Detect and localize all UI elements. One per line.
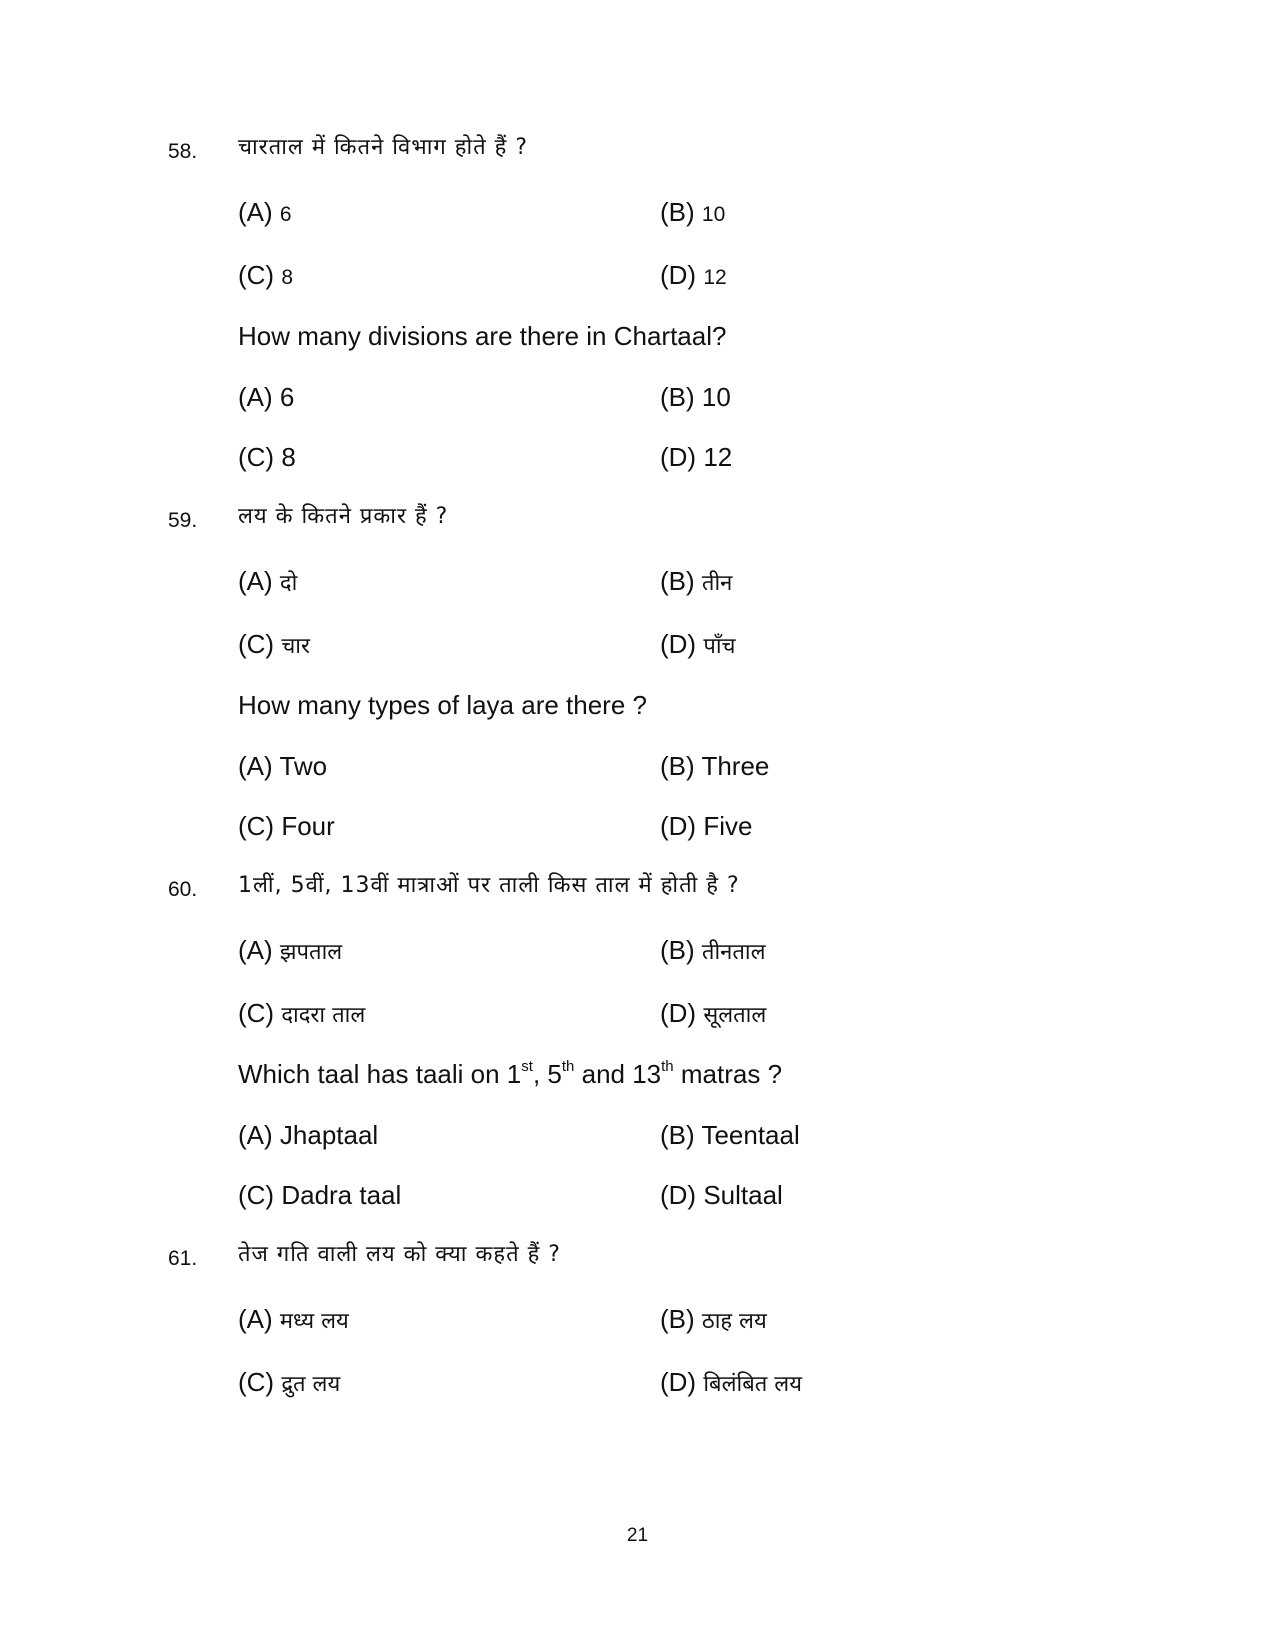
option-label: (A) xyxy=(238,1304,273,1334)
option-b xyxy=(660,750,769,782)
option-label: (B) xyxy=(660,1304,695,1334)
ordinal-suffix: th xyxy=(661,1058,674,1075)
option-value: 8 xyxy=(281,266,294,289)
option-label: (B) xyxy=(660,382,695,412)
option-b xyxy=(660,565,732,600)
ordinal-suffix: th xyxy=(561,1058,575,1075)
option-b xyxy=(660,1119,800,1151)
question-text-english: How many divisions are there in Chartaal? xyxy=(238,321,727,351)
option-value: 10 xyxy=(701,382,731,412)
option-c xyxy=(238,997,365,1032)
option-value: 12 xyxy=(703,442,733,472)
option-label: (A) xyxy=(238,751,273,781)
option-label: (A) xyxy=(238,935,273,965)
option-label: (D) xyxy=(660,998,697,1028)
option-c xyxy=(238,1366,340,1401)
question-text-part: and 13 xyxy=(574,1059,662,1089)
option-b xyxy=(660,381,731,413)
option-label: (B) xyxy=(660,566,695,596)
option-a xyxy=(238,1303,349,1338)
question-number: 59. xyxy=(168,509,198,532)
option-label: (D) xyxy=(660,260,697,290)
option-label: (C) xyxy=(238,260,275,290)
option-value: दादरा ताल xyxy=(281,1003,366,1028)
option-value: द्रुत लय xyxy=(281,1372,341,1397)
question-text-part: matras ? xyxy=(673,1059,783,1089)
question-text-english xyxy=(238,1058,782,1090)
option-value: Sultaal xyxy=(703,1180,783,1210)
option-label: (C) xyxy=(238,998,275,1028)
option-value: 8 xyxy=(281,442,296,472)
option-value: Four xyxy=(281,811,335,841)
option-value: Three xyxy=(701,751,770,781)
option-c xyxy=(238,441,296,473)
option-d xyxy=(660,441,732,473)
option-a xyxy=(238,1119,378,1151)
option-label: (A) xyxy=(238,197,273,227)
option-label: (D) xyxy=(660,442,697,472)
option-label: (C) xyxy=(238,442,275,472)
option-value: 12 xyxy=(703,266,727,289)
option-a xyxy=(238,381,294,413)
option-c xyxy=(238,259,293,294)
option-label: (C) xyxy=(238,1367,275,1397)
option-value: मध्य लय xyxy=(279,1309,349,1334)
option-label: (C) xyxy=(238,811,275,841)
question-text-part: , 5 xyxy=(532,1059,562,1089)
option-label: (A) xyxy=(238,382,273,412)
option-value: दो xyxy=(279,571,298,596)
option-label: (A) xyxy=(238,566,273,596)
question-number: 58. xyxy=(168,140,198,163)
option-value: 6 xyxy=(279,203,292,226)
option-value: बिलंबित लय xyxy=(703,1372,802,1397)
option-label: (D) xyxy=(660,629,697,659)
option-value: Five xyxy=(703,811,753,841)
option-value: 6 xyxy=(279,382,295,412)
option-d xyxy=(660,1366,802,1401)
option-value: Jhaptaal xyxy=(279,1120,379,1150)
option-label: (C) xyxy=(238,629,275,659)
question-text-hindi: चारताल में कितने विभाग होते हैं ? xyxy=(238,135,529,160)
question-text-hindi: लय के कितने प्रकार हैं ? xyxy=(238,504,449,529)
option-label: (A) xyxy=(238,1120,273,1150)
option-label: (B) xyxy=(660,197,695,227)
option-d xyxy=(660,810,752,842)
option-label: (D) xyxy=(660,1367,697,1397)
option-b xyxy=(660,1303,767,1338)
option-value: तीनताल xyxy=(701,940,766,965)
question-text-part: Which taal has taali on 1 xyxy=(238,1059,522,1089)
option-value: Two xyxy=(279,751,328,781)
option-a xyxy=(238,750,327,782)
question-text-hindi: तेज गति वाली लय को क्या कहते हैं ? xyxy=(238,1242,561,1267)
option-b xyxy=(660,934,766,969)
option-c xyxy=(238,1179,401,1211)
option-a xyxy=(238,934,342,969)
option-c xyxy=(238,810,335,842)
option-value: सूलताल xyxy=(703,1003,767,1028)
option-d xyxy=(660,259,727,294)
option-label: (D) xyxy=(660,811,697,841)
question-text-english: How many types of laya are there ? xyxy=(238,690,647,720)
option-value: Dadra taal xyxy=(281,1180,402,1210)
option-label: (B) xyxy=(660,1120,695,1150)
option-a xyxy=(238,196,292,231)
question-number: 60. xyxy=(168,878,198,901)
page-number: 21 xyxy=(626,1525,649,1546)
option-d xyxy=(660,1179,783,1211)
question-number: 61. xyxy=(168,1247,198,1270)
option-label: (D) xyxy=(660,1180,697,1210)
option-value: ठाह लय xyxy=(701,1309,767,1334)
option-c xyxy=(238,628,310,663)
ordinal-suffix: st xyxy=(521,1058,533,1075)
option-label: (C) xyxy=(238,1180,275,1210)
option-a xyxy=(238,565,297,600)
question-text-hindi: 1लीं, 5वीं, 13वीं मात्राओं पर ताली किस ताल में होती है ? xyxy=(238,873,740,898)
option-d xyxy=(660,628,736,663)
option-value: Teentaal xyxy=(701,1120,800,1150)
option-value: 10 xyxy=(701,203,726,226)
option-d xyxy=(660,997,766,1032)
option-value: तीन xyxy=(701,571,733,596)
option-b xyxy=(660,196,725,231)
option-label: (B) xyxy=(660,935,695,965)
option-value: झपताल xyxy=(279,940,343,965)
option-label: (B) xyxy=(660,751,695,781)
option-value: चार xyxy=(281,634,310,659)
option-value: पाँच xyxy=(703,634,736,659)
